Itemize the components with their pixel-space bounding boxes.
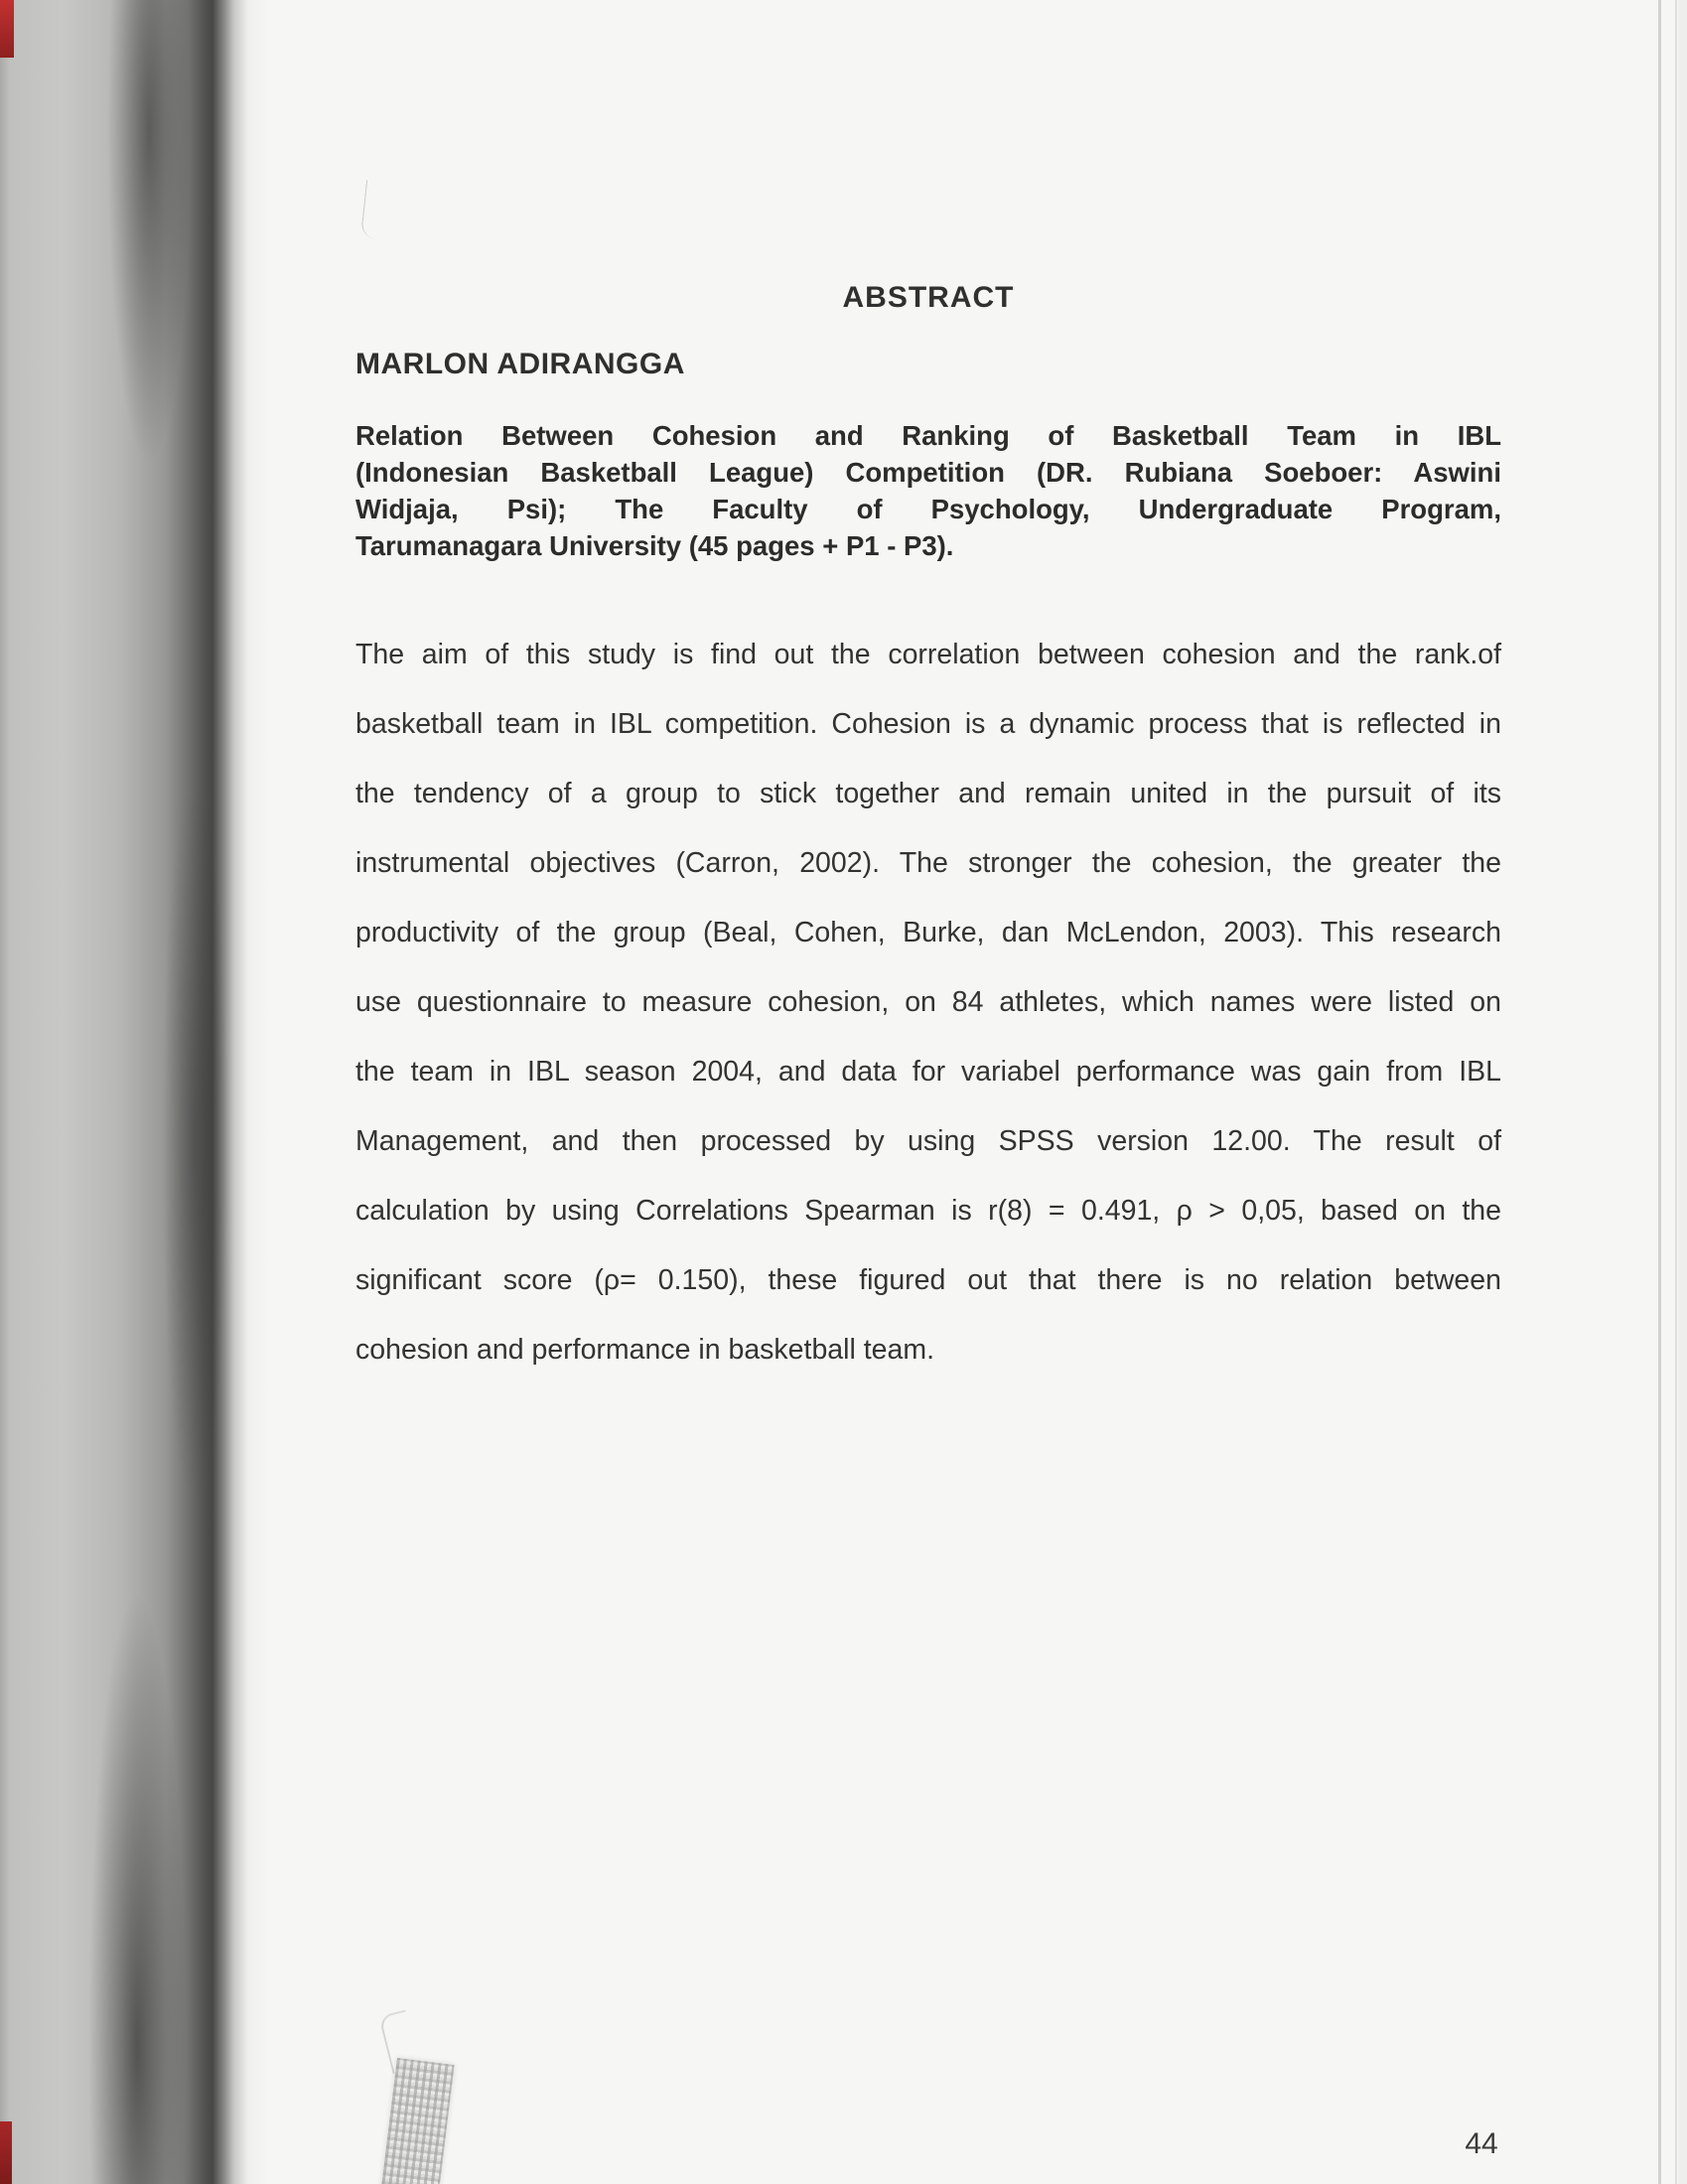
scratch-mark [360,180,381,238]
thesis-title-line: Widjaja, Psi); The Faculty of Psychology, Undergraduate Program, [355,494,1501,524]
thesis-title-line: Relation Between Cohesion and Ranking of Basketball Team in IBL [355,420,1501,451]
body-line: instrumental objectives (Carron, 2002). The stronger the cohesion, the greater the [355,847,1501,879]
page-edge-strip [1678,0,1687,2184]
thesis-title-line: Tarumanagara University (45 pages + P1 - P3). [355,530,954,561]
woven-bookmark [380,2058,455,2184]
body-line: use questionnaire to measure cohesion, on 84 athletes, which names were listed on [355,986,1501,1018]
body-line: calculation by using Correlations Spearman is r(8) = 0.491, ρ > 0,05, based on the [355,1195,1501,1227]
body-line: significant score (ρ= 0.150), these figured out that there is no relation between [355,1264,1501,1296]
page-number: 44 [1465,2127,1498,2160]
body-line: the team in IBL season 2004, and data for variabel performance was gain from IBL [355,1056,1501,1088]
body-line: Management, and then processed by using SPSS version 12.00. The result of [355,1125,1501,1157]
red-edge-mark-top [0,0,14,58]
body-line: productivity of the group (Beal, Cohen, Burke, dan McLendon, 2003). This research [355,917,1501,948]
body-line: the tendency of a group to stick together and remain united in the pursuit of its [355,778,1501,809]
abstract-title: ABSTRACT [842,281,1015,314]
body-line: basketball team in IBL competition. Cohesion is a dynamic process that is reflected in [355,708,1501,740]
author-name: MARLON ADIRANGGA [355,348,685,380]
abstract-body [355,620,1501,1384]
body-line: cohesion and performance in basketball team. [355,1334,935,1366]
page-edge-line [1675,0,1677,2184]
body-line: The aim of this study is find out the correlation between cohesion and the rank.of [355,639,1501,670]
red-edge-mark-bottom [0,2121,12,2184]
binding-shadow [0,0,268,2184]
thesis-title-paragraph [355,417,1501,564]
thesis-title-line: (Indonesian Basketball League) Competition (DR. Rubiana Soeboer: Aswini [355,457,1501,488]
page-edge-line [1658,0,1661,2184]
